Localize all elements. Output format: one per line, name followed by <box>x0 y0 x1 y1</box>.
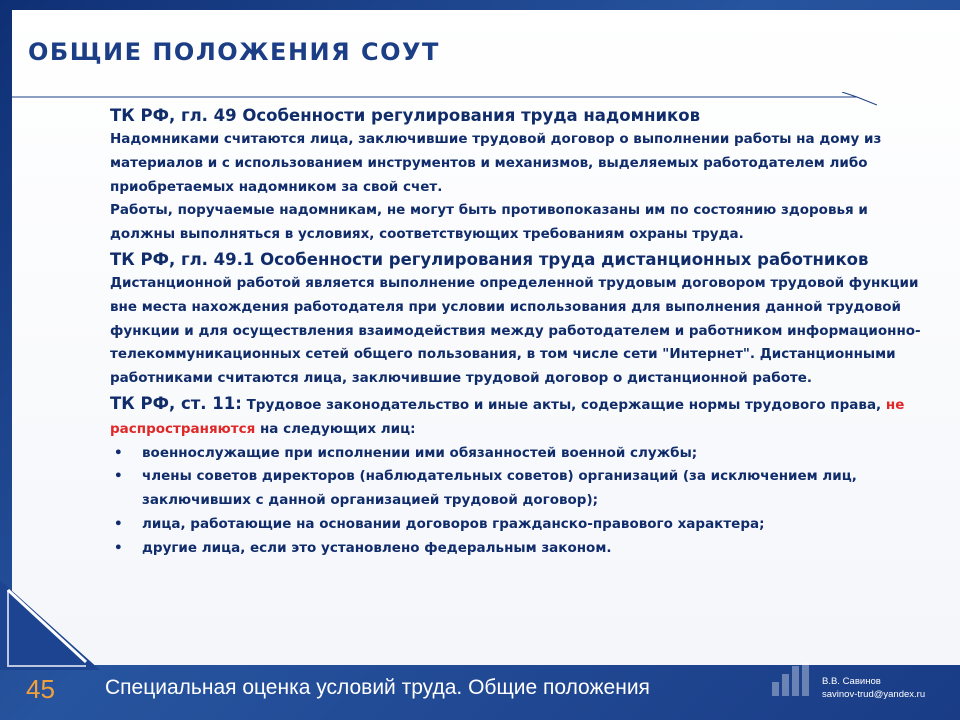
page-number: 45 <box>26 674 55 704</box>
list-item: • лица, работающие на основании договоров гражданско-правового характера; <box>142 513 932 537</box>
slide-title: ОБЩИЕ ПОЛОЖЕНИЯ СОУТ <box>28 38 440 66</box>
list-item: • члены советов директоров (наблюдательных советов) организаций (за исключением лиц, заключивших с данной организацией трудовой договор); <box>142 465 932 513</box>
article-11-negation: не распространяются <box>110 396 905 437</box>
author-email: savinov-trud@yandex.ru <box>822 689 926 700</box>
section-heading-remote-workers: ТК РФ, гл. 49.1 Особенности регулирования труда дистанционных работников <box>110 249 869 269</box>
list-item: • другие лица, если это установлено федеральным законом. <box>142 537 932 561</box>
article-11-outro: на следующих лиц: <box>255 420 416 437</box>
exclusions-list <box>110 442 932 561</box>
footer-title: Специальная оценка условий труда. Общие положения <box>105 676 650 699</box>
slide-body <box>110 103 932 561</box>
paragraph-remote-work-definition: Дистанционной работой является выполнение определенной трудовым договором трудовой функции вне места нахождения работодателя при условии использования для выполнения данной трудовой функции и для осуществления взаимодействия между работодателем и работником информационно-телекоммуникационных сетей общего пользования, в том числе сети "Интернет". Дистанционными работниками считаются лица, заключившие трудовой договор о дистанционной работе. <box>110 274 921 387</box>
article-11-intro: Трудовое законодательство и иные акты, содержащие нормы трудового права, <box>241 396 886 413</box>
author-name: В.В. Савинов <box>822 676 881 687</box>
author-credits <box>822 675 925 701</box>
corner-decoration <box>0 580 100 670</box>
paragraph-article-11 <box>110 391 932 442</box>
list-item: • военнослужащие при исполнении ими обязанностей военной службы; <box>142 442 932 466</box>
paragraph-homeworkers-conditions: Работы, поручаемые надомникам, не могут быть противопоказаны им по состоянию здоровья и должны выполняться в условиях, соответствующих требованиям охраны труда. <box>110 202 868 243</box>
section-heading-homeworkers: ТК РФ, гл. 49 Особенности регулирования труда надомников <box>110 106 701 125</box>
section-heading-article-11: ТК РФ, ст. 11: <box>110 393 242 413</box>
paragraph-homeworkers-definition: Надомниками считаются лица, заключившие трудовой договор о выполнении работы на дому из материалов и с использованием инструментов и механизмов, выделяемых работодателем либо приобретаемых надомником за свой счет. <box>110 131 882 195</box>
